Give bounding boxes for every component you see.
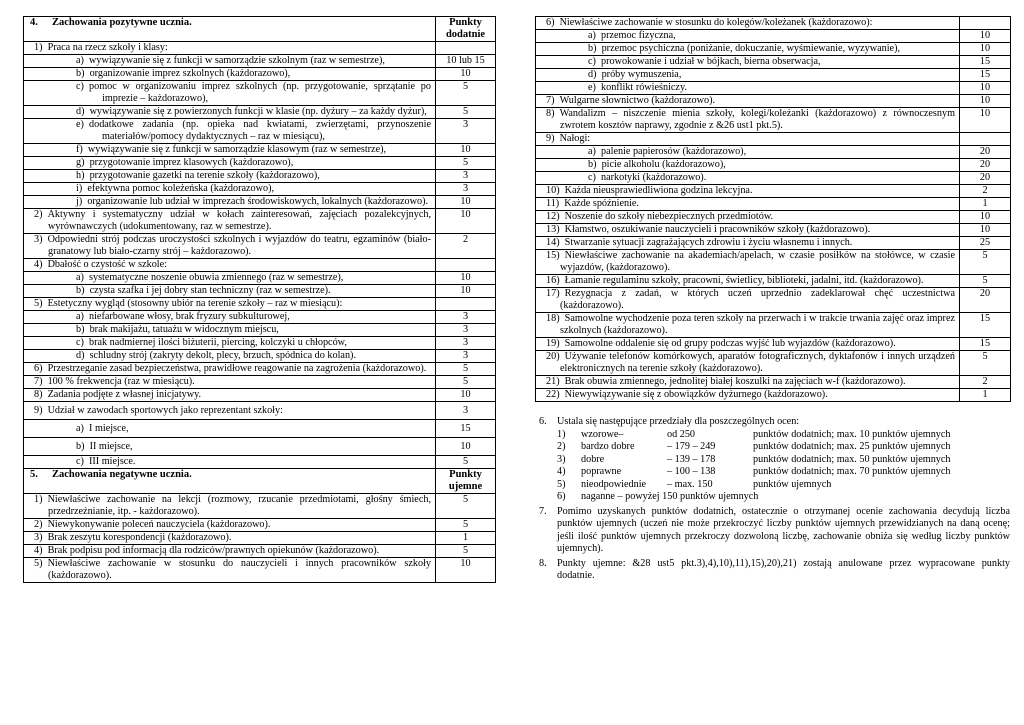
table-row bbox=[24, 157, 496, 170]
criterion-text: e) konflikt rówieśniczy. bbox=[536, 82, 960, 95]
criterion-text: i) efektywna pomoc koleżeńska (każdorazowo), bbox=[24, 183, 436, 196]
table-row bbox=[24, 106, 496, 119]
points-value bbox=[436, 42, 496, 55]
grade-number: 6) bbox=[557, 491, 566, 502]
points-value: 10 bbox=[960, 224, 1011, 237]
points-value: 2 bbox=[960, 376, 1011, 389]
points-value: 2 bbox=[960, 185, 1011, 198]
table-row bbox=[536, 198, 1011, 211]
criterion-text: d) schludny strój (zakryty dekolt, plecy, brzuch, spódnica do kolan). bbox=[24, 350, 436, 363]
criterion-text: g) przygotowanie imprez klasowych (każdorazowo), bbox=[24, 157, 436, 170]
grade-row bbox=[557, 429, 1010, 442]
criterion-text: a) systematyczne noszenie obuwia zmiennego (raz w semestrze), bbox=[24, 272, 436, 285]
points-value: 5 bbox=[436, 545, 496, 558]
grade-n: 5) bbox=[557, 478, 566, 490]
points-value: 5 bbox=[960, 250, 1011, 275]
table-row bbox=[24, 438, 496, 456]
criterion-text: b) picie alkoholu (każdorazowo), bbox=[536, 159, 960, 172]
table-row bbox=[24, 183, 496, 196]
table-row bbox=[24, 298, 496, 311]
criterion-text: e) dodatkowe zadania (np. opieka nad kwiatami, zwierzętami, przynoszenie materiałów/pomocy dydaktycznych – raz w miesiącu), bbox=[24, 119, 436, 144]
note-text: Ustala się następujące przedziały dla poszczególnych ocen: bbox=[557, 416, 800, 427]
criterion-text: b) II miejsce, bbox=[24, 438, 436, 456]
criterion-text: b) brak makijażu, tatuażu w widocznym miejscu, bbox=[24, 324, 436, 337]
criterion-text: 17) Rezygnacja z zadań, w których uczeń uprzednio zadeklarował chęć uczestnictwa (każdorazowo). bbox=[536, 288, 960, 313]
points-value: 10 bbox=[436, 285, 496, 298]
table-row bbox=[536, 351, 1011, 376]
table-row bbox=[24, 389, 496, 402]
table-row bbox=[536, 30, 1011, 43]
points-value: 5 bbox=[960, 351, 1011, 376]
points-value: 1 bbox=[960, 389, 1011, 402]
table-row bbox=[24, 558, 496, 583]
criterion-text: a) palenie papierosów (każdorazowo), bbox=[536, 146, 960, 159]
table-row bbox=[24, 545, 496, 558]
section-header bbox=[24, 469, 496, 494]
criterion-text: 21) Brak obuwia zmiennego, jednolitej białej koszulki na zajęciach w-f (każdorazowo). bbox=[536, 376, 960, 389]
table-row bbox=[24, 234, 496, 259]
criterion-text: 6) Przestrzeganie zasad bezpieczeństwa, prawidłowe reagowanie na zagrożenia (każdorazowo). bbox=[24, 363, 436, 376]
grade-name: dobre bbox=[581, 453, 605, 465]
criterion-text: 3) Odpowiedni strój podczas uroczystości szkolnych i wyjazdów do teatru, egzaminów (biało-granatowy lub biało-czarny strój – każdorazowo). bbox=[24, 234, 436, 259]
points-value: 5 bbox=[436, 363, 496, 376]
section-title: Zachowania negatywne ucznia. bbox=[52, 469, 192, 480]
table-row bbox=[24, 324, 496, 337]
criterion-text: c) III miejsce. bbox=[24, 456, 436, 469]
grade-range: – 100 – 138 bbox=[667, 466, 716, 477]
table-row bbox=[536, 159, 1011, 172]
grade-name: poprawne bbox=[581, 466, 622, 477]
points-value: 25 bbox=[960, 237, 1011, 250]
criterion-text: 7) 100 % frekwencja (raz w miesiącu). bbox=[24, 376, 436, 389]
right-column bbox=[535, 16, 1010, 585]
table-row bbox=[24, 350, 496, 363]
criterion-text: 9) Udział w zawodach sportowych jako reprezentant szkoły: bbox=[24, 402, 436, 420]
section-title-cell bbox=[24, 17, 436, 42]
criterion-text: 2) Aktywny i systematyczny udział w kołach zainteresowań, zajęciach pozalekcyjnych, wyrównawczych (udokumentowany, raz w semestrze). bbox=[24, 209, 436, 234]
criterion-text: d) próby wymuszenia, bbox=[536, 69, 960, 82]
criterion-text: 8) Zadania podjęte z własnej inicjatywy. bbox=[24, 389, 436, 402]
table-row bbox=[24, 170, 496, 183]
table-row bbox=[536, 250, 1011, 275]
criterion-text: 4) Dbałość o czystość w szkole: bbox=[24, 259, 436, 272]
table-row bbox=[536, 43, 1011, 56]
section-number: 4. bbox=[30, 17, 38, 28]
grade-n: 3) bbox=[557, 453, 566, 465]
table-row bbox=[24, 311, 496, 324]
points-value: 3 bbox=[436, 402, 496, 420]
points-value: 20 bbox=[960, 146, 1011, 159]
table-row bbox=[536, 69, 1011, 82]
table-row bbox=[536, 338, 1011, 351]
points-value: 15 bbox=[960, 69, 1011, 82]
note-number: 8. bbox=[539, 557, 547, 569]
table-row bbox=[536, 82, 1011, 95]
table-row bbox=[536, 237, 1011, 250]
points-column-header: Punkty dodatnie bbox=[436, 17, 496, 42]
grade-desc: punktów dodatnich; max. 25 punktów ujemnych bbox=[753, 441, 951, 452]
criterion-text: 14) Stwarzanie sytuacji zagrażających zdrowiu i życiu własnemu i innych. bbox=[536, 237, 960, 250]
grade-text: naganne – powyżej 150 punktów ujemnych bbox=[581, 491, 759, 502]
points-value: 1 bbox=[436, 532, 496, 545]
grade-n: 4) bbox=[557, 466, 566, 477]
points-value: 3 bbox=[436, 119, 496, 144]
points-value: 10 bbox=[436, 144, 496, 157]
table-row bbox=[24, 456, 496, 469]
grade-name: nieodpowiednie bbox=[581, 478, 647, 490]
section-title: Zachowania pozytywne ucznia. bbox=[52, 17, 192, 28]
table-row bbox=[24, 272, 496, 285]
points-value: 10 lub 15 bbox=[436, 55, 496, 68]
table-row bbox=[24, 81, 496, 106]
criterion-text: j) organizowanie lub udział w imprezach środowiskowych, lokalnych (każdorazowo). bbox=[24, 196, 436, 209]
points-value: 5 bbox=[436, 494, 496, 519]
points-value: 10 bbox=[436, 558, 496, 583]
table-row bbox=[24, 337, 496, 350]
grade-row bbox=[557, 454, 1010, 467]
section-number: 5. bbox=[30, 469, 38, 480]
criterion-text: f) wywiązywanie się z funkcji w samorządzie klasowym (raz w semestrze), bbox=[24, 144, 436, 157]
points-value: 10 bbox=[960, 95, 1011, 108]
grade-row bbox=[557, 466, 1010, 479]
criterion-text: 3) Brak zeszytu korespondencji (każdorazowo). bbox=[24, 532, 436, 545]
table-row bbox=[536, 108, 1011, 133]
points-value: 10 bbox=[960, 82, 1011, 95]
table-row bbox=[536, 185, 1011, 198]
criterion-text: 18) Samowolne wychodzenie poza teren szkoły na przerwach i w trakcie trwania zajęć oraz imprez szkolnych (każdorazowo). bbox=[536, 313, 960, 338]
points-value: 5 bbox=[436, 106, 496, 119]
grade-name: wzorowe– bbox=[581, 428, 624, 440]
grade-range: – 139 – 178 bbox=[667, 453, 716, 465]
points-value bbox=[436, 298, 496, 311]
criterion-text: c) narkotyki (każdorazowo). bbox=[536, 172, 960, 185]
criterion-text: 7) Wulgarne słownictwo (każdorazowo). bbox=[536, 95, 960, 108]
criterion-text: a) niefarbowane włosy, brak fryzury subkulturowej, bbox=[24, 311, 436, 324]
grade-desc: punktów dodatnich; max. 70 punktów ujemnych bbox=[753, 466, 951, 477]
points-value: 3 bbox=[436, 311, 496, 324]
grade-row bbox=[557, 441, 1010, 454]
points-value bbox=[960, 133, 1011, 146]
points-value: 20 bbox=[960, 288, 1011, 313]
criterion-text: h) przygotowanie gazetki na terenie szkoły (każdorazowo), bbox=[24, 170, 436, 183]
note-number: 7. bbox=[539, 505, 547, 517]
table-row bbox=[24, 494, 496, 519]
note-8 bbox=[535, 558, 1010, 583]
table-row bbox=[536, 389, 1011, 402]
criterion-text: 5) Estetyczny wygląd (stosowny ubiór na terenie szkoły – raz w miesiącu): bbox=[24, 298, 436, 311]
table-row bbox=[24, 144, 496, 157]
points-value: 10 bbox=[960, 30, 1011, 43]
table-row bbox=[536, 288, 1011, 313]
table-row bbox=[24, 402, 496, 420]
points-value: 10 bbox=[436, 389, 496, 402]
criterion-text: 20) Używanie telefonów komórkowych, aparatów fotograficznych, dyktafonów i innych urządzeń elektronicznych na terenie szkoły (każdorazowo). bbox=[536, 351, 960, 376]
table-row bbox=[536, 146, 1011, 159]
criterion-text: b) czysta szafka i jej dobry stan techniczny (raz w semestrze). bbox=[24, 285, 436, 298]
criterion-text: a) I miejsce, bbox=[24, 420, 436, 438]
note-7 bbox=[535, 506, 1010, 556]
table-row bbox=[536, 95, 1011, 108]
table-row bbox=[24, 532, 496, 545]
grading-notes bbox=[535, 416, 1010, 583]
table-row bbox=[536, 17, 1011, 30]
table-row bbox=[24, 285, 496, 298]
grade-name: bardzo dobre bbox=[581, 441, 635, 452]
criterion-text: b) przemoc psychiczna (poniżanie, dokuczanie, wyśmiewanie, wyzywanie), bbox=[536, 43, 960, 56]
grade-range: – max. 150 bbox=[667, 478, 713, 490]
criterion-text: 9) Nałogi: bbox=[536, 133, 960, 146]
points-value: 10 bbox=[436, 438, 496, 456]
grade-n: 2) bbox=[557, 441, 566, 452]
points-value: 5 bbox=[436, 157, 496, 170]
points-value: 20 bbox=[960, 172, 1011, 185]
table-row bbox=[24, 119, 496, 144]
points-value: 5 bbox=[436, 519, 496, 532]
note-number: 6. bbox=[539, 416, 547, 427]
criterion-text: b) organizowanie imprez szkolnych (każdorazowo), bbox=[24, 68, 436, 81]
criterion-text: 1) Praca na rzecz szkoły i klasy: bbox=[24, 42, 436, 55]
points-value: 3 bbox=[436, 170, 496, 183]
criterion-text: 6) Niewłaściwe zachowanie w stosunku do kolegów/koleżanek (każdorazowo): bbox=[536, 17, 960, 30]
criterion-text: 19) Samowolne oddalenie się od grupy podczas wyjść lub wyjazdów (każdorazowo). bbox=[536, 338, 960, 351]
points-value: 10 bbox=[960, 211, 1011, 224]
points-table-right bbox=[535, 16, 1011, 402]
points-value: 3 bbox=[436, 337, 496, 350]
table-row bbox=[24, 55, 496, 68]
criterion-text: 15) Niewłaściwe zachowanie na akademiach/apelach, w czasie posiłków na stołówce, w czasie wyjazdów, (każdorazowo). bbox=[536, 250, 960, 275]
points-value: 2 bbox=[436, 234, 496, 259]
points-value: 10 bbox=[436, 68, 496, 81]
points-value: 15 bbox=[960, 338, 1011, 351]
criterion-text: 8) Wandalizm – niszczenie mienia szkoły, kolegi/koleżanki (każdorazowo) z równoczesnym zwrotem kosztów naprawy, zgodnie z &26 ust1 pkt.5). bbox=[536, 108, 960, 133]
criterion-text: c) pomoc w organizowaniu imprez szkolnych (np. przygotowanie, sprzątanie po imprezie – każdorazowo), bbox=[24, 81, 436, 106]
grade-range: – 179 – 249 bbox=[667, 441, 716, 452]
left-column bbox=[23, 16, 495, 583]
table-row bbox=[24, 420, 496, 438]
grade-desc: punktów dodatnich; max. 10 punktów ujemnych bbox=[753, 428, 951, 440]
table-row bbox=[24, 259, 496, 272]
points-value: 10 bbox=[960, 43, 1011, 56]
points-value: 10 bbox=[960, 108, 1011, 133]
grade-n: 1) bbox=[557, 428, 566, 440]
criterion-text: 10) Każda nieusprawiedliwiona godzina lekcyjna. bbox=[536, 185, 960, 198]
criterion-text: 4) Brak podpisu pod informacją dla rodziców/prawnych opiekunów (każdorazowo). bbox=[24, 545, 436, 558]
criterion-text: 22) Niewywiązywanie się z obowiązków dyżurnego (każdorazowo). bbox=[536, 389, 960, 402]
criterion-text: 16) Łamanie regulaminu szkoły, pracowni, świetlicy, biblioteki, jadalni, itd. (każdorazowo). bbox=[536, 275, 960, 288]
criterion-text: 1) Niewłaściwe zachowanie na lekcji (rozmowy, rzucanie przedmiotami, głośny śmiech, przedrzeźnianie, itp. - każdorazowo). bbox=[24, 494, 436, 519]
note-6 bbox=[535, 416, 1010, 504]
points-value bbox=[436, 259, 496, 272]
grade-row bbox=[557, 479, 1010, 492]
points-value: 5 bbox=[960, 275, 1011, 288]
note-text: Pomimo uzyskanych punktów dodatnich, ostatecznie o otrzymanej ocenie zachowania decydują liczba punktów ujemnych (uczeń nie może przekroczyć liczby punktów ujemnych przewidzianych na daną ocenę; jeśli ilość punktów ujemnych przekroczy dozwoloną liczbę, zachowanie obniża się według liczby punktów ujemnych). bbox=[557, 505, 1010, 554]
criterion-text: c) prowokowanie i udział w bójkach, bierna obserwacja, bbox=[536, 56, 960, 69]
table-row bbox=[24, 363, 496, 376]
table-row bbox=[24, 42, 496, 55]
points-value: 5 bbox=[436, 376, 496, 389]
table-row bbox=[536, 133, 1011, 146]
grade-thresholds bbox=[557, 429, 1010, 492]
criterion-text: 11) Każde spóźnienie. bbox=[536, 198, 960, 211]
table-row bbox=[536, 376, 1011, 389]
points-value: 1 bbox=[960, 198, 1011, 211]
table-row bbox=[24, 209, 496, 234]
grade-range: od 250 bbox=[667, 428, 696, 440]
points-value: 15 bbox=[436, 420, 496, 438]
points-value: 20 bbox=[960, 159, 1011, 172]
points-value: 3 bbox=[436, 183, 496, 196]
note-text: Punkty ujemne: &28 ust5 pkt.3),4),10),11),15),20),21) zostają anulowane przez wypracowane punkty dodatnie. bbox=[557, 557, 1010, 581]
criterion-text: a) wywiązywanie się z funkcji w samorządzie szkolnym (raz w semestrze), bbox=[24, 55, 436, 68]
table-row bbox=[24, 196, 496, 209]
points-value: 3 bbox=[436, 350, 496, 363]
points-value: 5 bbox=[436, 81, 496, 106]
points-value bbox=[960, 17, 1011, 30]
criterion-text: a) przemoc fizyczna, bbox=[536, 30, 960, 43]
grade-desc: punktów dodatnich; max. 50 punktów ujemnych bbox=[753, 453, 951, 465]
points-column-header: Punkty ujemne bbox=[436, 469, 496, 494]
grade-desc: punktów ujemnych bbox=[753, 478, 832, 490]
criterion-text: 2) Niewykonywanie poleceń nauczyciela (każdorazowo). bbox=[24, 519, 436, 532]
points-value: 10 bbox=[436, 196, 496, 209]
points-value: 3 bbox=[436, 324, 496, 337]
criterion-text: c) brak nadmiernej ilości biżuterii, piercing, kolczyki u chłopców, bbox=[24, 337, 436, 350]
section-title-cell bbox=[24, 469, 436, 494]
criterion-text: 13) Kłamstwo, oszukiwanie nauczycieli i pracowników szkoły (każdorazowo). bbox=[536, 224, 960, 237]
table-row bbox=[536, 172, 1011, 185]
points-value: 10 bbox=[436, 209, 496, 234]
table-row bbox=[24, 519, 496, 532]
grade-row bbox=[557, 491, 1010, 504]
table-row bbox=[536, 56, 1011, 69]
table-row bbox=[536, 224, 1011, 237]
points-value: 10 bbox=[436, 272, 496, 285]
table-row bbox=[24, 376, 496, 389]
table-row bbox=[536, 275, 1011, 288]
criterion-text: 12) Noszenie do szkoły niebezpiecznych przedmiotów. bbox=[536, 211, 960, 224]
criterion-text: 5) Niewłaściwe zachowanie w stosunku do nauczycieli i innych pracowników szkoły (każdorazowo). bbox=[24, 558, 436, 583]
criterion-text: d) wywiązywanie się z powierzonych funkcji w klasie (np. dyżury – za każdy dyżur), bbox=[24, 106, 436, 119]
section-header bbox=[24, 17, 496, 42]
points-value: 5 bbox=[436, 456, 496, 469]
points-table-left bbox=[23, 16, 496, 583]
points-value: 15 bbox=[960, 56, 1011, 69]
table-row bbox=[24, 68, 496, 81]
points-value: 15 bbox=[960, 313, 1011, 338]
table-row bbox=[536, 313, 1011, 338]
table-row bbox=[536, 211, 1011, 224]
